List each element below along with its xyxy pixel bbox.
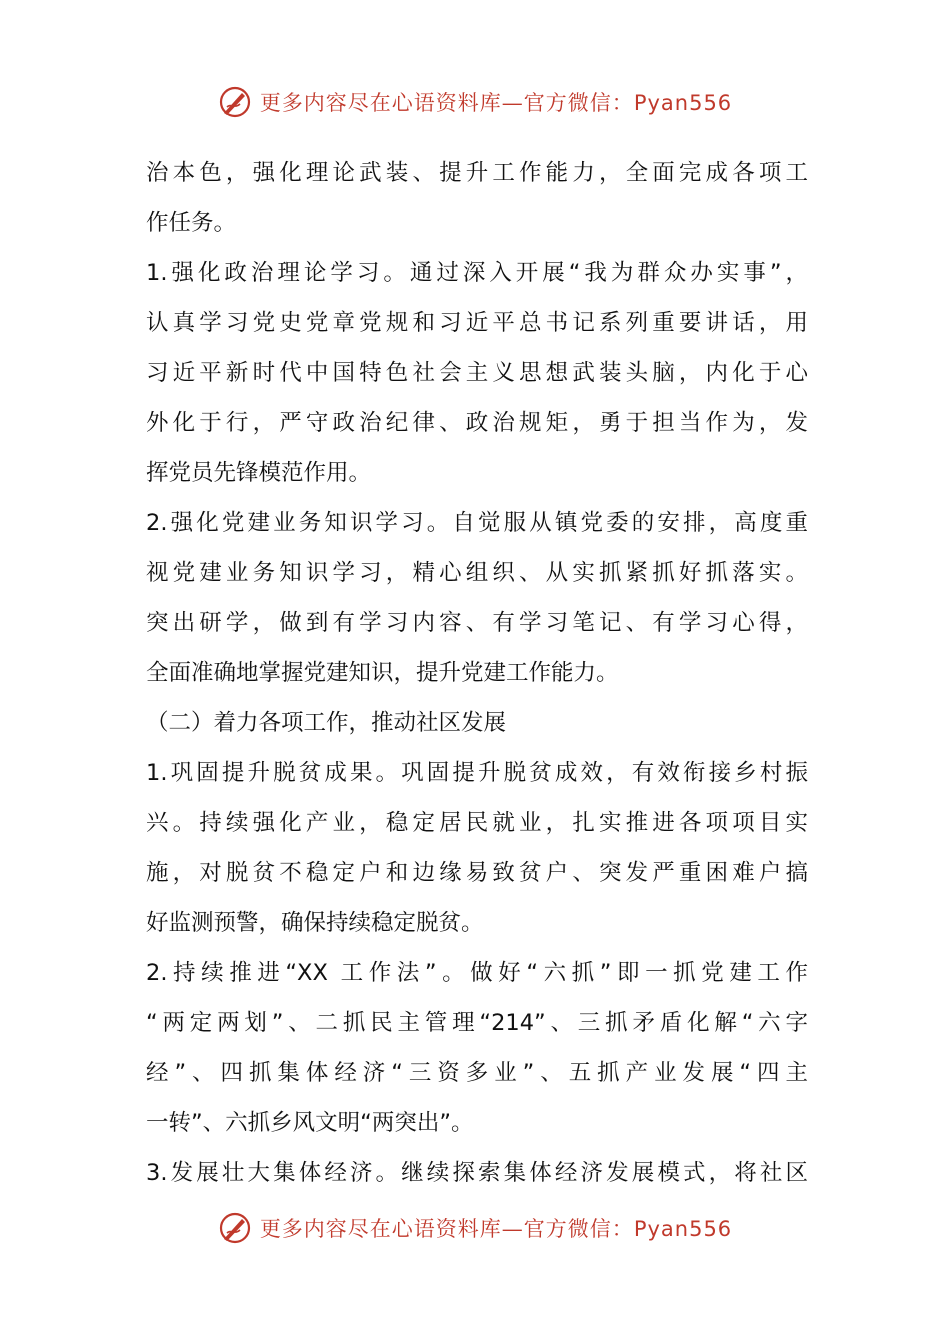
footer-watermark	[0, 1208, 950, 1248]
text-line: 1.强化政治理论学习。通过深入开展“我为群众办实事”，	[146, 260, 808, 286]
wechat-id: Pyan556	[633, 91, 733, 115]
text-line: 突出研学，做到有学习内容、有学习笔记、有学习心得，	[146, 610, 808, 636]
section-heading: （二）着力各项工作，推动社区发展	[146, 710, 507, 736]
text-line: 习近平新时代中国特色社会主义思想武装头脑，内化于心	[146, 360, 808, 386]
text-line: 2.持续推进“XX 工作法”。做好“六抓”即一抓党建工作	[146, 960, 808, 986]
text-line: 视党建业务知识学习，精心组织、从实抓紧抓好抓落实。	[146, 560, 808, 586]
text-line: 挥党员先锋模范作用。	[146, 460, 372, 486]
text-line: 认真学习党史党章党规和习近平总书记系列重要讲话，用	[146, 310, 808, 336]
text-line: 1.巩固提升脱贫成果。巩固提升脱贫成效，有效衔接乡村振	[146, 760, 808, 786]
header-watermark	[0, 82, 950, 122]
watermark-text: 更多内容尽在心语资料库—官方微信：Pyan556	[259, 1217, 733, 1241]
text-line: “两定两划”、二抓民主管理“214”、三抓矛盾化解“六字	[146, 1010, 808, 1036]
watermark-text: 更多内容尽在心语资料库—官方微信：Pyan556	[259, 91, 733, 115]
pen-logo-icon	[218, 85, 252, 119]
document-body	[146, 148, 808, 1198]
text-line: 好监测预警，确保持续稳定脱贫。	[146, 910, 484, 936]
text-line: 兴。持续强化产业，稳定居民就业，扎实推进各项项目实	[146, 810, 808, 836]
text-line: 作任务。	[146, 210, 237, 236]
text-line: 治本色，强化理论武装、提升工作能力，全面完成各项工	[146, 160, 808, 186]
text-line: 经”、四抓集体经济“三资多业”、五抓产业发展“四主	[146, 1060, 808, 1086]
text-line: 外化于行，严守政治纪律、政治规矩，勇于担当作为，发	[146, 410, 808, 436]
text-line: 施，对脱贫不稳定户和边缘易致贫户、突发严重困难户搞	[146, 860, 808, 886]
text-line: 一转”、六抓乡风文明“两突出”。	[146, 1110, 474, 1136]
pen-logo-icon	[218, 1211, 252, 1245]
text-line: 3.发展壮大集体经济。继续探索集体经济发展模式，将社区	[146, 1160, 808, 1186]
text-line: 2.强化党建业务知识学习。自觉服从镇党委的安排，高度重	[146, 510, 808, 536]
text-line: 全面准确地掌握党建知识，提升党建工作能力。	[146, 660, 619, 686]
wechat-id: Pyan556	[633, 1217, 733, 1241]
